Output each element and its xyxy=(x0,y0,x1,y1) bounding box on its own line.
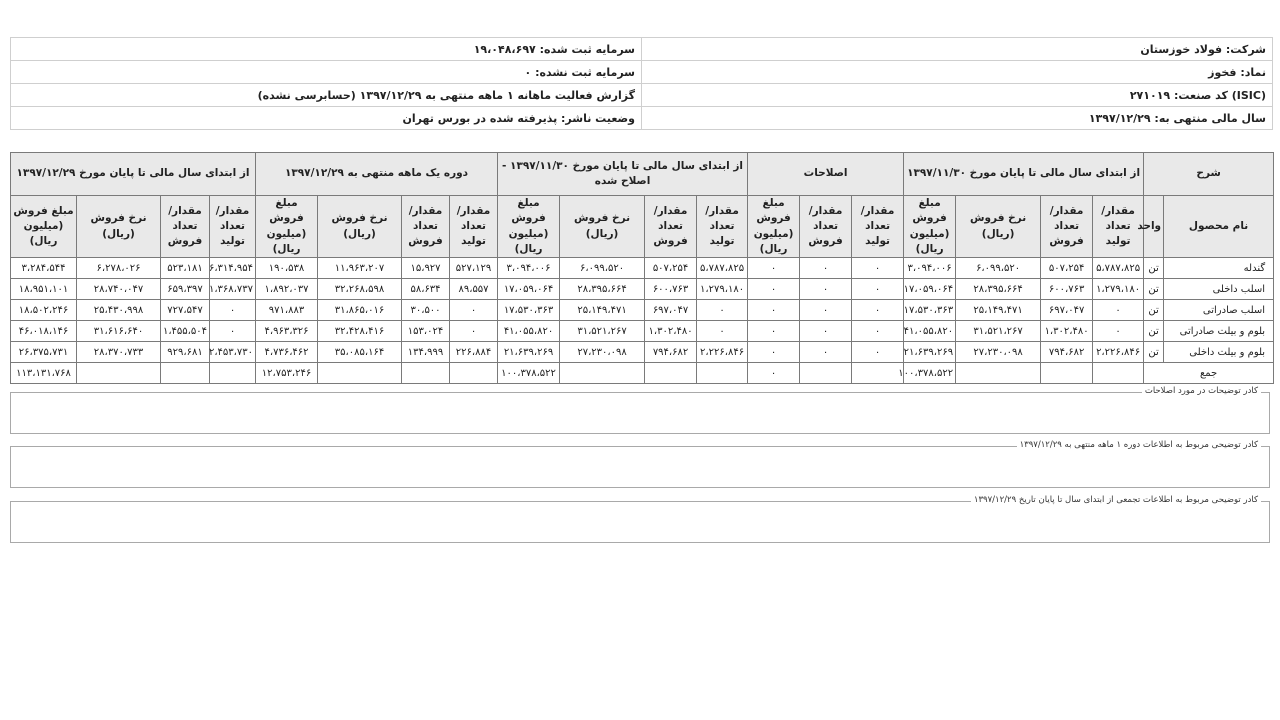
table-cell: ۵۰۷،۲۵۴ xyxy=(1041,258,1093,279)
table-cell: ۲۵،۴۳۰،۹۹۸ xyxy=(77,300,161,321)
table-cell: ۲۸،۳۷۰،۷۳۳ xyxy=(77,342,161,363)
product-unit: تن xyxy=(1144,279,1164,300)
period-notes-label: کادر توضیحی مربوط به اطلاعات دوره ۱ ماهه منتهی به ۱۳۹۷/۱۲/۲۹ xyxy=(1017,440,1261,450)
production-header: مقدار/تعداد تولید xyxy=(697,196,748,258)
ticker-symbol: نماد: فخوز xyxy=(642,61,1273,84)
table-cell: ۱۷،۰۵۹،۰۶۴ xyxy=(904,279,956,300)
total-row xyxy=(11,363,1274,384)
table-cell: ۲۱،۶۳۹،۲۶۹ xyxy=(498,342,560,363)
table-row xyxy=(11,321,1274,342)
table-cell: ۰ xyxy=(748,279,800,300)
table-cell: ۳۱،۶۱۶،۶۴۰ xyxy=(77,321,161,342)
production-header: مقدار/تعداد تولید xyxy=(1093,196,1144,258)
table-cell: ۱۷،۵۳۰،۳۶۳ xyxy=(904,300,956,321)
table-cell: ۴۶،۰۱۸،۱۴۶ xyxy=(11,321,77,342)
total-g5-amount: ۱۱۳،۱۳۱،۷۶۸ xyxy=(11,363,77,384)
table-row xyxy=(11,279,1274,300)
table-cell: ۵،۷۸۷،۸۲۵ xyxy=(1093,258,1144,279)
sales-rate-header: نرخ فروش (ریال) xyxy=(956,196,1041,258)
table-cell: ۵۲۷،۱۲۹ xyxy=(450,258,498,279)
table-cell: ۰ xyxy=(1093,300,1144,321)
period-notes-box xyxy=(10,440,1270,488)
table-cell: ۱۸،۵۰۲،۲۴۶ xyxy=(11,300,77,321)
production-header: مقدار/تعداد تولید xyxy=(450,196,498,258)
table-cell: ۶،۲۷۸،۰۲۶ xyxy=(77,258,161,279)
table-cell: ۲۵،۱۴۹،۴۷۱ xyxy=(956,300,1041,321)
company-name: شرکت: فولاد خوزستان xyxy=(642,38,1273,61)
publisher-status: وضعیت ناشر: پذیرفته شده در بورس تهران xyxy=(11,107,642,130)
total-g3-amount: ۱۰۰،۳۷۸،۵۲۲ xyxy=(498,363,560,384)
isic-code: (ISIC) کد صنعت: ۲۷۱۰۱۹ xyxy=(642,84,1273,107)
table-cell: ۴۱،۰۵۵،۸۲۰ xyxy=(498,321,560,342)
table-cell: ۱،۳۶۸،۷۳۷ xyxy=(210,279,256,300)
table-cell: ۱۸،۹۵۱،۱۰۱ xyxy=(11,279,77,300)
product-unit: تن xyxy=(1144,342,1164,363)
table-cell: ۲۱،۶۳۹،۲۶۹ xyxy=(904,342,956,363)
sales-qty-header: مقدار/تعداد فروش xyxy=(161,196,210,258)
table-cell: ۱،۲۷۹،۱۸۰ xyxy=(1093,279,1144,300)
table-cell: ۷۹۴،۶۸۲ xyxy=(1041,342,1093,363)
product-name: اسلب داخلی xyxy=(1164,279,1274,300)
table-cell: ۳۱،۸۶۵،۰۱۶ xyxy=(318,300,402,321)
table-cell: ۱،۴۵۵،۵۰۴ xyxy=(161,321,210,342)
sales-qty-header: مقدار/تعداد فروش xyxy=(645,196,697,258)
table-cell: ۲۶،۳۷۵،۷۳۱ xyxy=(11,342,77,363)
table-cell: ۰ xyxy=(800,279,852,300)
table-cell: ۲۷،۲۳۰،۰۹۸ xyxy=(956,342,1041,363)
table-cell: ۶۰۰،۷۶۳ xyxy=(645,279,697,300)
company-info-table xyxy=(10,37,1273,130)
table-cell: ۳،۲۸۴،۵۴۴ xyxy=(11,258,77,279)
table-cell: ۰ xyxy=(450,300,498,321)
table-row xyxy=(11,258,1274,279)
table-cell: ۳،۰۹۴،۰۰۶ xyxy=(904,258,956,279)
sales-amount-header: مبلغ فروش (میلیون ریال) xyxy=(256,196,318,258)
unregistered-capital: سرمایه ثبت نشده: ۰ xyxy=(11,61,642,84)
table-cell: ۶۹۷،۰۴۷ xyxy=(1041,300,1093,321)
table-cell: ۰ xyxy=(748,300,800,321)
table-cell: ۰ xyxy=(748,258,800,279)
table-cell: ۶،۳۱۴،۹۵۴ xyxy=(210,258,256,279)
table-body xyxy=(11,258,1274,363)
report-title: گزارش فعالیت ماهانه ۱ ماهه منتهی به ۱۳۹۷/۱۲/۲۹ (حسابرسی نشده) xyxy=(11,84,642,107)
product-name: اسلب صادراتی xyxy=(1164,300,1274,321)
sales-qty-header: مقدار/تعداد فروش xyxy=(800,196,852,258)
table-cell: ۱۱،۹۶۳،۲۰۷ xyxy=(318,258,402,279)
group-ytd-corrected: از ابتدای سال مالی تا پایان مورخ ۱۳۹۷/۱۱/۳۰ - اصلاح شده xyxy=(498,153,748,196)
table-cell: ۲۵،۱۴۹،۴۷۱ xyxy=(560,300,645,321)
total-label: جمع xyxy=(1144,363,1274,384)
group-corrections: اصلاحات xyxy=(748,153,904,196)
table-cell: ۵۲۳،۱۸۱ xyxy=(161,258,210,279)
table-cell: ۰ xyxy=(748,342,800,363)
table-cell: ۹۷۱،۸۸۳ xyxy=(256,300,318,321)
table-cell: ۱۵،۹۲۷ xyxy=(402,258,450,279)
total-g1-amount: ۱۰۰،۳۷۸،۵۲۲ xyxy=(904,363,956,384)
table-cell: ۴،۹۶۳،۳۲۶ xyxy=(256,321,318,342)
sales-qty-header: مقدار/تعداد فروش xyxy=(1041,196,1093,258)
corrections-notes-box xyxy=(10,386,1270,434)
group-ytd-1397-12-29: از ابتدای سال مالی تا پایان مورخ ۱۳۹۷/۱۲/۲۹ xyxy=(11,153,256,196)
table-cell: ۰ xyxy=(800,342,852,363)
sales-amount-header: مبلغ فروش (میلیون ریال) xyxy=(11,196,77,258)
table-cell: ۳۰،۵۰۰ xyxy=(402,300,450,321)
cumulative-notes-label: کادر توضیحی مربوط به اطلاعات تجمعی از ابتدای سال تا پایان تاریخ ۱۳۹۷/۱۲/۲۹ xyxy=(971,495,1261,505)
table-cell: ۳۲،۴۲۸،۴۱۶ xyxy=(318,321,402,342)
production-header: مقدار/تعداد تولید xyxy=(852,196,904,258)
table-cell: ۳۱،۵۲۱،۲۶۷ xyxy=(560,321,645,342)
table-cell: ۲۷،۲۳۰،۰۹۸ xyxy=(560,342,645,363)
table-cell: ۰ xyxy=(1093,321,1144,342)
sales-rate-header: نرخ فروش (ریال) xyxy=(77,196,161,258)
table-cell: ۲۸،۷۴۰،۰۴۷ xyxy=(77,279,161,300)
group-one-month: دوره یک ماهه منتهی به ۱۳۹۷/۱۲/۲۹ xyxy=(256,153,498,196)
corrections-notes-label: کادر توضیحات در مورد اصلاحات xyxy=(1142,386,1261,396)
table-cell: ۰ xyxy=(852,342,904,363)
product-unit: تن xyxy=(1144,300,1164,321)
sales-amount-header: مبلغ فروش (میلیون ریال) xyxy=(498,196,560,258)
table-cell: ۶،۰۹۹،۵۲۰ xyxy=(956,258,1041,279)
table-cell: ۱،۳۰۲،۴۸۰ xyxy=(1041,321,1093,342)
total-g4-amount: ۱۲،۷۵۳،۲۴۶ xyxy=(256,363,318,384)
sales-qty-header: مقدار/تعداد فروش xyxy=(402,196,450,258)
table-cell: ۱۵۳،۰۲۴ xyxy=(402,321,450,342)
table-cell: ۵۰۷،۲۵۴ xyxy=(645,258,697,279)
table-cell: ۵۸،۶۳۴ xyxy=(402,279,450,300)
table-cell: ۱۷،۰۵۹،۰۶۴ xyxy=(498,279,560,300)
table-cell: ۸۹،۵۵۷ xyxy=(450,279,498,300)
table-cell: ۰ xyxy=(800,321,852,342)
table-cell: ۶۰۰،۷۶۳ xyxy=(1041,279,1093,300)
product-name-header: نام محصول xyxy=(1164,196,1274,258)
product-unit: تن xyxy=(1144,321,1164,342)
table-cell: ۰ xyxy=(852,279,904,300)
table-cell: ۱۹۰،۵۳۸ xyxy=(256,258,318,279)
table-cell: ۰ xyxy=(697,300,748,321)
table-cell: ۶۹۷،۰۴۷ xyxy=(645,300,697,321)
table-cell: ۹۲۹،۶۸۱ xyxy=(161,342,210,363)
table-row xyxy=(11,300,1274,321)
sales-rate-header: نرخ فروش (ریال) xyxy=(318,196,402,258)
registered-capital: سرمایه ثبت شده: ۱۹،۰۴۸،۶۹۷ xyxy=(11,38,642,61)
product-unit: تن xyxy=(1144,258,1164,279)
table-cell: ۲،۲۲۶،۸۴۶ xyxy=(697,342,748,363)
fiscal-year: سال مالی منتهی به: ۱۳۹۷/۱۲/۲۹ xyxy=(642,107,1273,130)
product-name: بلوم و بیلت داخلی xyxy=(1164,342,1274,363)
sales-amount-header: مبلغ فروش (میلیون ریال) xyxy=(904,196,956,258)
table-cell: ۳۲،۲۶۸،۵۹۸ xyxy=(318,279,402,300)
table-cell: ۲۸،۳۹۵،۶۶۴ xyxy=(956,279,1041,300)
table-cell: ۶،۰۹۹،۵۲۰ xyxy=(560,258,645,279)
production-header: مقدار/تعداد تولید xyxy=(210,196,256,258)
table-cell: ۴۱،۰۵۵،۸۲۰ xyxy=(904,321,956,342)
table-cell: ۰ xyxy=(210,300,256,321)
table-cell: ۱،۲۷۹،۱۸۰ xyxy=(697,279,748,300)
group-ytd-1397-11-30: از ابتدای سال مالی تا پایان مورخ ۱۳۹۷/۱۱/۳۰ xyxy=(904,153,1144,196)
table-row xyxy=(11,342,1274,363)
table-cell: ۲۸،۳۹۵،۶۶۴ xyxy=(560,279,645,300)
table-cell: ۳۵،۰۸۵،۱۶۴ xyxy=(318,342,402,363)
monthly-activity-table xyxy=(10,152,1274,384)
table-cell: ۷۲۷،۵۴۷ xyxy=(161,300,210,321)
cumulative-notes-box xyxy=(10,495,1270,543)
table-cell: ۰ xyxy=(697,321,748,342)
table-cell: ۲،۴۵۳،۷۳۰ xyxy=(210,342,256,363)
table-cell: ۶۵۹،۳۹۷ xyxy=(161,279,210,300)
table-cell: ۳۱،۵۲۱،۲۶۷ xyxy=(956,321,1041,342)
table-cell: ۰ xyxy=(210,321,256,342)
table-cell: ۲،۲۲۶،۸۴۶ xyxy=(1093,342,1144,363)
sales-amount-header: مبلغ فروش (میلیون ریال) xyxy=(748,196,800,258)
sales-rate-header: نرخ فروش (ریال) xyxy=(560,196,645,258)
description-header: شرح xyxy=(1144,153,1274,196)
table-cell: ۵،۷۸۷،۸۲۵ xyxy=(697,258,748,279)
product-name: گندله xyxy=(1164,258,1274,279)
total-g2-amount: ۰ xyxy=(748,363,800,384)
table-cell: ۴،۷۳۶،۴۶۲ xyxy=(256,342,318,363)
table-cell: ۱،۳۰۲،۴۸۰ xyxy=(645,321,697,342)
table-cell: ۱،۸۹۲،۰۳۷ xyxy=(256,279,318,300)
table-cell: ۰ xyxy=(852,300,904,321)
table-cell: ۰ xyxy=(748,321,800,342)
table-cell: ۷۹۴،۶۸۲ xyxy=(645,342,697,363)
table-cell: ۰ xyxy=(800,300,852,321)
table-cell: ۰ xyxy=(450,321,498,342)
table-cell: ۱۷،۵۳۰،۳۶۳ xyxy=(498,300,560,321)
table-cell: ۲۲۶،۸۸۴ xyxy=(450,342,498,363)
table-cell: ۳،۰۹۴،۰۰۶ xyxy=(498,258,560,279)
product-name: بلوم و بیلت صادراتی xyxy=(1164,321,1274,342)
table-cell: ۰ xyxy=(852,321,904,342)
table-cell: ۰ xyxy=(800,258,852,279)
table-cell: ۱۳۴،۹۹۹ xyxy=(402,342,450,363)
unit-header: واحد xyxy=(1144,196,1164,258)
table-cell: ۰ xyxy=(852,258,904,279)
